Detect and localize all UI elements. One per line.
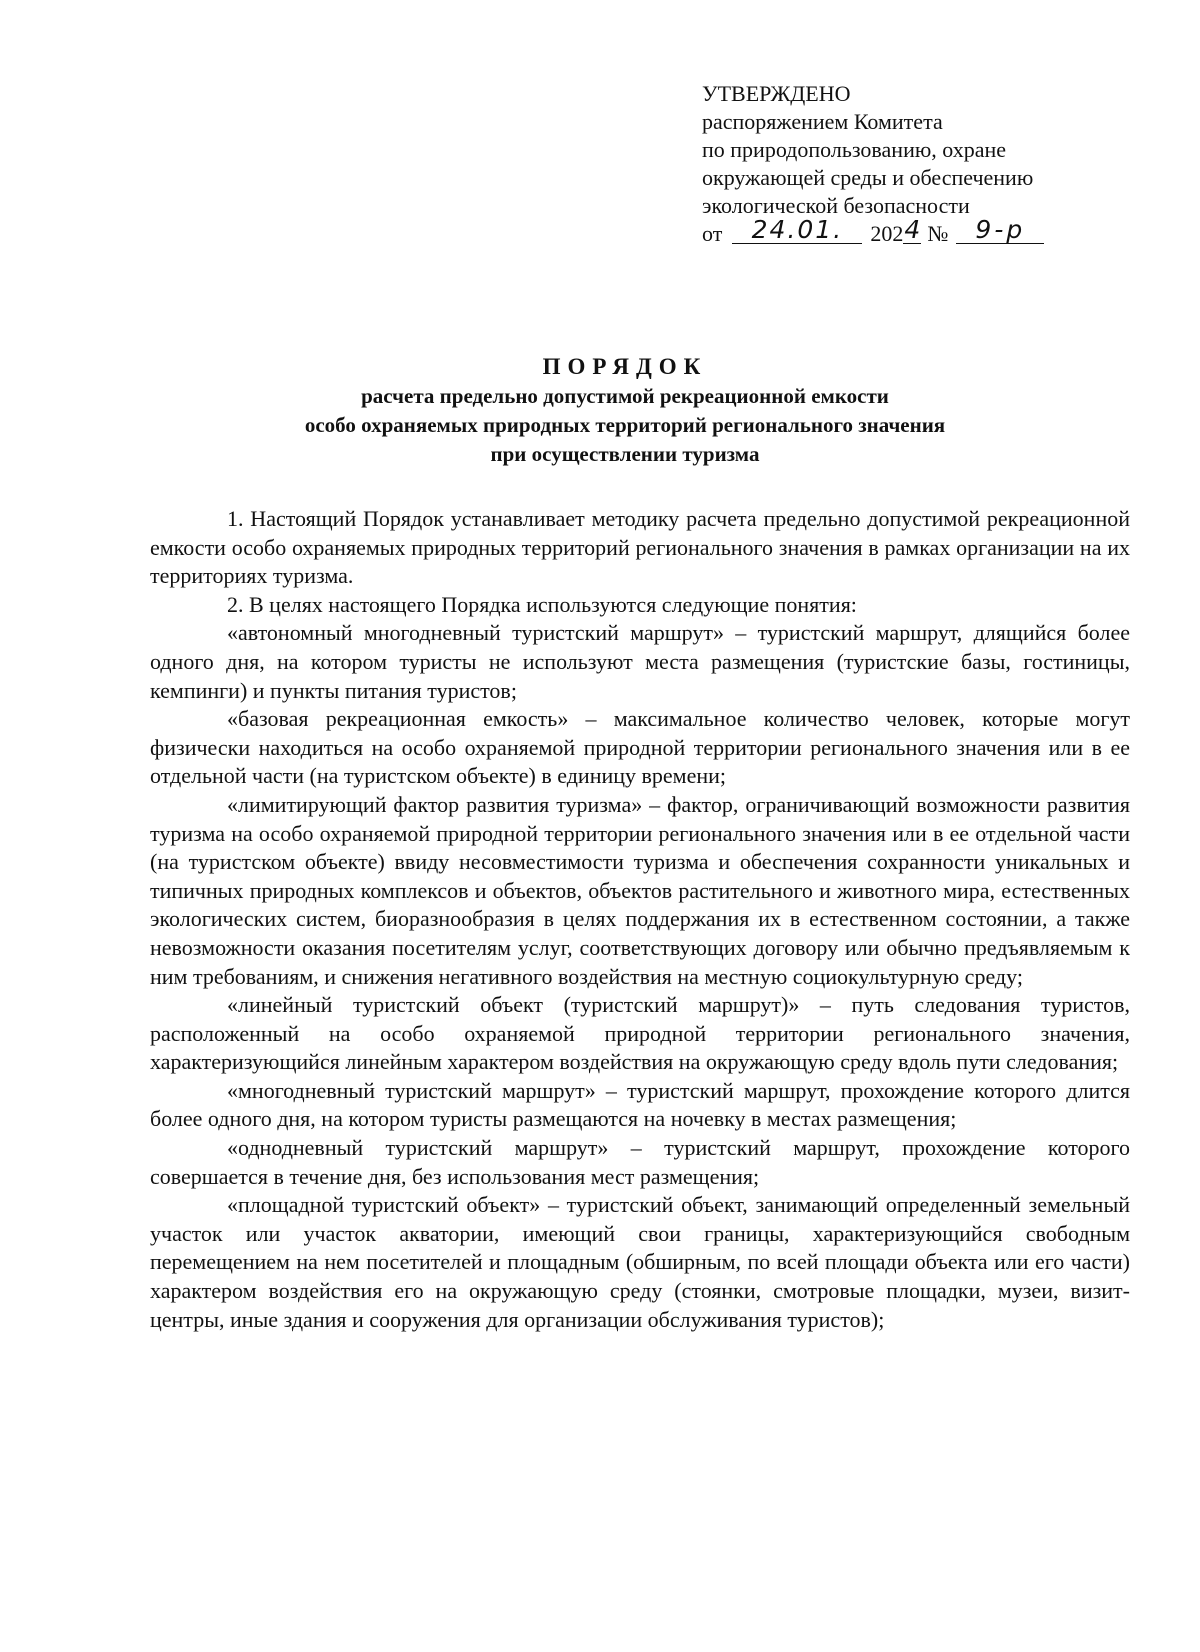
approval-line: экологической безопасности (702, 193, 970, 218)
approval-line: по природопользованию, охране (702, 137, 1007, 162)
handwritten-year-digit: 4 (904, 215, 921, 244)
definition-autonomous-route: «автономный многодневный туристский маршрут» – туристский маршрут, длящийся более одного дня, на котором туристы не используют места размещения (туристские базы, гостиницы, кемпинги) и пункты питания туристов; (150, 620, 1130, 703)
title-subtitle-line: при осуществлении туризма (490, 442, 760, 466)
title-subtitle-line: расчета предельно допустимой рекреационной емкости (361, 384, 889, 408)
approval-line: распоряжением Комитета (702, 109, 943, 134)
year-prefix: 202 (870, 221, 904, 246)
approval-label: УТВЕРЖДЕНО (702, 81, 851, 106)
definition-base-capacity: «базовая рекреационная емкость» – максимальное количество человек, которые могут физически находиться на особо охраняемой природной территории регионального значения или в ее отдельной части (на туристском объекте) в единицу времени; (150, 706, 1130, 789)
definition-limiting-factor: «лимитирующий фактор развития туризма» – фактор, ограничивающий возможности развития туризма на особо охраняемой природной территории регионального значения или в ее отдельной части (на туристском объекте) ввиду несовместимости туризма и обеспечения сохранности уникальных и типичных природных комплексов и объектов, объектов растительного и животного мира, естественных экологических систем, биоразнообразия в целях поддержания их в естественном состоянии, а также невозможности оказания посетителям услуг, соответствующих договору или обычно предъявляемым к ним требованиям, и снижения негативного воздействия на местную социокультурную среду; (150, 791, 1130, 989)
paragraph-1: 1. Настоящий Порядок устанавливает методику расчета предельно допустимой рекреационной емкости особо охраняемых природных территорий регионального значения в рамках организации на их территориях туризма. (150, 506, 1130, 589)
definition-oneday-route: «однодневный туристский маршрут» – туристский маршрут, прохождение которого совершается в течение дня, без использования мест размещения; (150, 1135, 1130, 1189)
approval-line: окружающей среды и обеспечению (702, 165, 1034, 190)
number-sign: № (927, 221, 949, 246)
document-title (150, 352, 1100, 469)
title-main: ПОРЯДОК (542, 354, 708, 379)
handwritten-date: 24.01. (732, 217, 862, 244)
definition-linear-object: «линейный туристский объект (туристский маршрут)» – путь следования туристов, расположенный на особо охраняемой природной территории регионального значения, характеризующийся линейным характером воздействия на окружающую среду вдоль пути следования; (150, 992, 1130, 1075)
from-prefix: от (702, 221, 723, 246)
definition-area-object: «площадной туристский объект» – туристский объект, занимающий определенный земельный участок или участок акватории, имеющий свои границы, характеризующийся свободным перемещением на нем посетителей и площадным (обширным, по всей площади объекта или его части) характером воздействия его на окружающую среду (стоянки, смотровые площадки, музеи, визит-центры, иные здания и сооружения для организации обслуживания туристов); (150, 1192, 1130, 1332)
handwritten-number: 9-р (956, 217, 1044, 244)
definition-multiday-route: «многодневный туристский маршрут» – туристский маршрут, прохождение которого длится более одного дня, на котором туристы размещаются на ночевку в местах размещения; (150, 1077, 1130, 1132)
approval-date-line (702, 215, 1044, 248)
approval-stamp-block (702, 80, 1044, 248)
title-subtitle-line: особо охраняемых природных территорий регионального значения (304, 413, 946, 437)
paragraph-2: 2. В целях настоящего Порядка используются следующие понятия: (227, 591, 857, 617)
document-body (150, 505, 1130, 1334)
